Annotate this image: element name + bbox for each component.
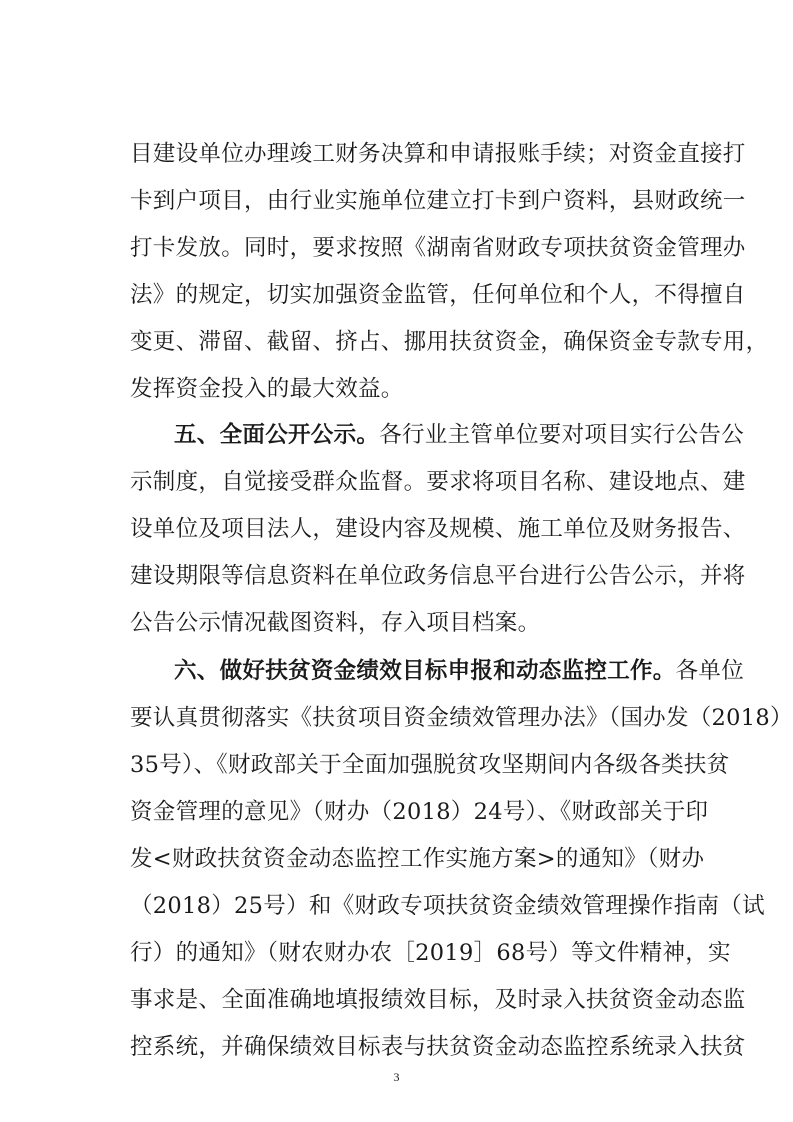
page-number: 3 <box>393 1070 400 1084</box>
paragraph-line: 事求是、全面准确地填报绩效目标，及时录入扶贫资金动态监 <box>130 987 746 1013</box>
paragraph-line: 发<财政扶贫资金动态监控工作实施方案>的通知》（财办 <box>130 846 705 872</box>
paragraph-line: 要认真贯彻落实《扶贫项目资金绩效管理办法》（国办发（2018） <box>130 705 793 731</box>
paragraph-line: 控系统，并确保绩效目标表与扶贫资金动态监控系统录入扶贫 <box>130 1034 746 1060</box>
paragraph-line: 资金管理的意见》（财办（2018）24号）、《财政部关于印 <box>130 799 709 825</box>
paragraph-line: 变更、滞留、截留、挤占、挪用扶贫资金，确保资金专款专用， <box>130 329 769 355</box>
section-6-first-line <box>174 656 745 686</box>
paragraph-line: 法》的规定，切实加强资金监管，任何单位和个人，不得擅自 <box>130 282 746 308</box>
paragraph-line: 打卡发放。同时，要求按照《湖南省财政专项扶贫资金管理办 <box>130 235 746 261</box>
section-6-heading: 六、做好扶贫资金绩效目标申报和动态监控工作。 <box>174 658 676 684</box>
section-5-first-line-text: 各行业主管单位要对项目实行公告公 <box>379 422 745 448</box>
paragraph-line: （2018）25号）和《财政专项扶贫资金绩效管理操作指南（试 <box>130 893 765 919</box>
section-5-heading: 五、全面公开公示。 <box>174 422 380 448</box>
paragraph-line: 建设期限等信息资料在单位政务信息平台进行公告公示，并将 <box>130 563 746 589</box>
section-5-first-line <box>174 420 745 450</box>
paragraph-line: 35号）、《财政部关于全面加强脱贫攻坚期间内各级各类扶贫 <box>130 752 730 778</box>
paragraph-line: 设单位及项目法人，建设内容及规模、施工单位及财务报告、 <box>130 516 746 542</box>
paragraph-line: 公告公示情况截图资料，存入项目档案。 <box>130 610 541 636</box>
paragraph-line: 发挥资金投入的最大效益。 <box>130 376 404 402</box>
paragraph-line: 行）的通知》（财农财办农［2019］68号）等文件精神，实 <box>130 940 731 966</box>
paragraph-line: 示制度，自觉接受群众监督。要求将项目名称、建设地点、建 <box>130 469 746 495</box>
paragraph-line: 卡到户项目，由行业实施单位建立打卡到户资料，县财政统一 <box>130 188 746 214</box>
paragraph-line: 目建设单位办理竣工财务决算和申请报账手续；对资金直接打 <box>130 141 746 167</box>
section-6-first-line-text: 各单位 <box>675 658 745 684</box>
